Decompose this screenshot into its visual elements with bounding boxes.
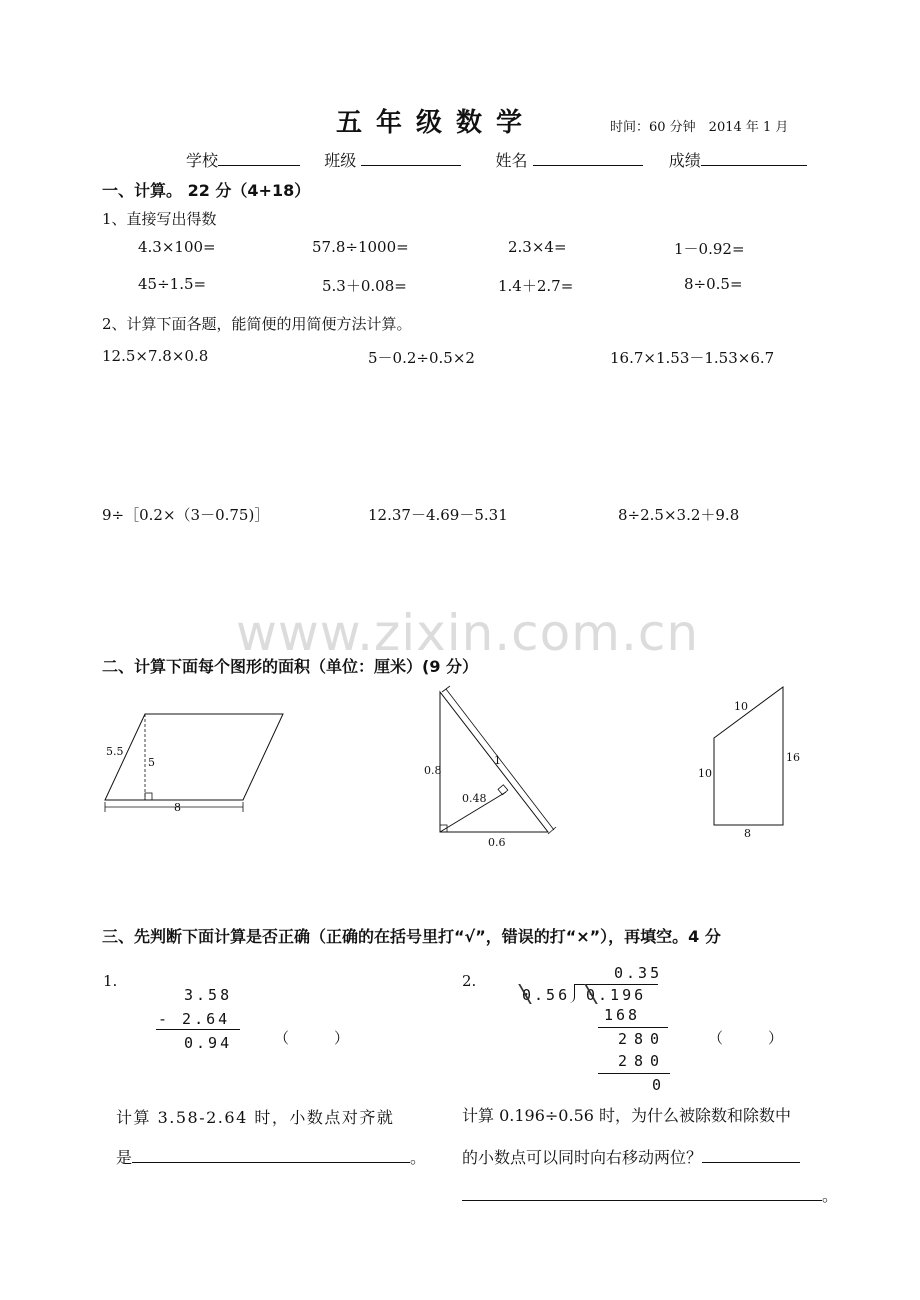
section1-heading: 一、计算。 22 分（4+18） [102, 181, 311, 200]
p2-step1: 168 [604, 1006, 641, 1024]
q2-item: 12.37－4.69－5.31 [368, 506, 508, 524]
score-label: 成绩 [668, 151, 701, 170]
p2-question-end: 。 [822, 1186, 839, 1205]
p2-rule2 [598, 1073, 670, 1074]
class-label: 班级 [324, 151, 357, 170]
name-label: 姓名 [495, 151, 528, 170]
triangle-left-label: 0.8 [424, 764, 442, 777]
p2-question-line3 [462, 1184, 838, 1204]
problem2-number: 2. [462, 972, 477, 990]
p2-question-text: 的小数点可以同时向右移动两位？ [462, 1148, 703, 1167]
q1-item: 45÷1.5= [138, 275, 207, 293]
q1-item: 1.4＋2.7= [498, 277, 574, 295]
q2-item: 5－0.2÷0.5×2 [368, 349, 475, 367]
p2-divisor: 0.56 [522, 986, 571, 1004]
q1-label: 1、直接写出得数 [102, 210, 217, 228]
school-label: 学校 [186, 151, 219, 170]
q2-item: 16.7×1.53－1.53×6.7 [610, 349, 775, 367]
p1-question-end: 。 [410, 1148, 427, 1167]
trapezoid-left-label: 10 [698, 767, 712, 780]
p2-question-line1: 计算 0.196÷0.56 时，为什么被除数和除数中 [462, 1106, 792, 1125]
section3-heading: 三、先判断下面计算是否正确（正确的在括号里打“√”，错误的打“×”），再填空。4 分 [102, 927, 721, 946]
p1-question-line1: 计算 3.58-2.64 时，小数点对齐就 [116, 1108, 395, 1127]
page-title: 五年级数学 [336, 108, 537, 138]
p1-minuend: 3.58 [184, 986, 233, 1004]
time-info: 时间：60 分钟 2014 年 1 月 [610, 120, 789, 135]
q2-item: 8÷2.5×3.2＋9.8 [618, 506, 740, 524]
p1-answer-blank[interactable] [132, 1146, 410, 1163]
parallelogram-base-label: 8 [174, 801, 181, 814]
parallelogram-side-label: 5.5 [106, 745, 124, 758]
name-blank[interactable] [533, 149, 643, 166]
p1-question-prefix: 是 [116, 1148, 133, 1167]
triangle-hyp-label: 1 [494, 754, 501, 767]
p2-remainder: 0 [652, 1076, 665, 1094]
p2-answer-blank1[interactable] [702, 1146, 800, 1163]
trapezoid-bottom-label: 8 [744, 827, 751, 840]
p2-answer-blank2[interactable] [462, 1184, 822, 1201]
p2-division-bracket [568, 985, 575, 1003]
trapezoid-top-label: 10 [734, 700, 748, 713]
p1-judge-paren[interactable]: （ ） [274, 1029, 350, 1047]
parallelogram-height-label: 5 [148, 756, 155, 769]
p1-difference: 0.94 [184, 1034, 233, 1052]
p2-dividend: 0.196 [586, 986, 647, 1004]
parallelogram-figure [100, 710, 290, 820]
school-blank[interactable] [218, 149, 300, 166]
trapezoid-right-label: 16 [786, 751, 800, 764]
p2-step3: 280 [618, 1052, 667, 1070]
p1-subtrahend: - 2.64 [158, 1010, 231, 1028]
section2-heading: 二、计算下面每个图形的面积（单位：厘米）(9 分） [102, 657, 479, 676]
p2-judge-paren[interactable]: （ ） [708, 1029, 784, 1047]
info-row [186, 148, 807, 171]
p2-rule1 [598, 1027, 668, 1028]
q2-item: 12.5×7.8×0.8 [102, 347, 209, 365]
q1-item: 4.3×100= [138, 238, 216, 256]
p2-question-line2 [462, 1146, 800, 1166]
triangle-base-label: 0.6 [488, 836, 506, 849]
p1-rule [156, 1029, 240, 1030]
q1-item: 2.3×4= [508, 238, 567, 256]
score-blank[interactable] [701, 149, 807, 166]
watermark: www.zixin.com.cn [236, 604, 700, 662]
q1-item: 1－0.92= [674, 240, 745, 258]
triangle-alt-label: 0.48 [462, 792, 487, 805]
problem1-number: 1. [103, 972, 118, 990]
q2-item: 9÷［0.2×（3－0.75)］ [102, 506, 270, 524]
q1-item: 57.8÷1000= [312, 238, 409, 256]
q2-label: 2、计算下面各题，能简便的用简便方法计算。 [102, 315, 412, 333]
p2-quotient: 0.35 [614, 964, 663, 982]
p2-step2: 280 [618, 1030, 667, 1048]
q1-item: 5.3＋0.08= [322, 277, 407, 295]
class-blank[interactable] [361, 149, 461, 166]
trapezoid-figure [710, 684, 790, 829]
q1-item: 8÷0.5= [684, 275, 743, 293]
p1-question-line2 [116, 1146, 426, 1166]
